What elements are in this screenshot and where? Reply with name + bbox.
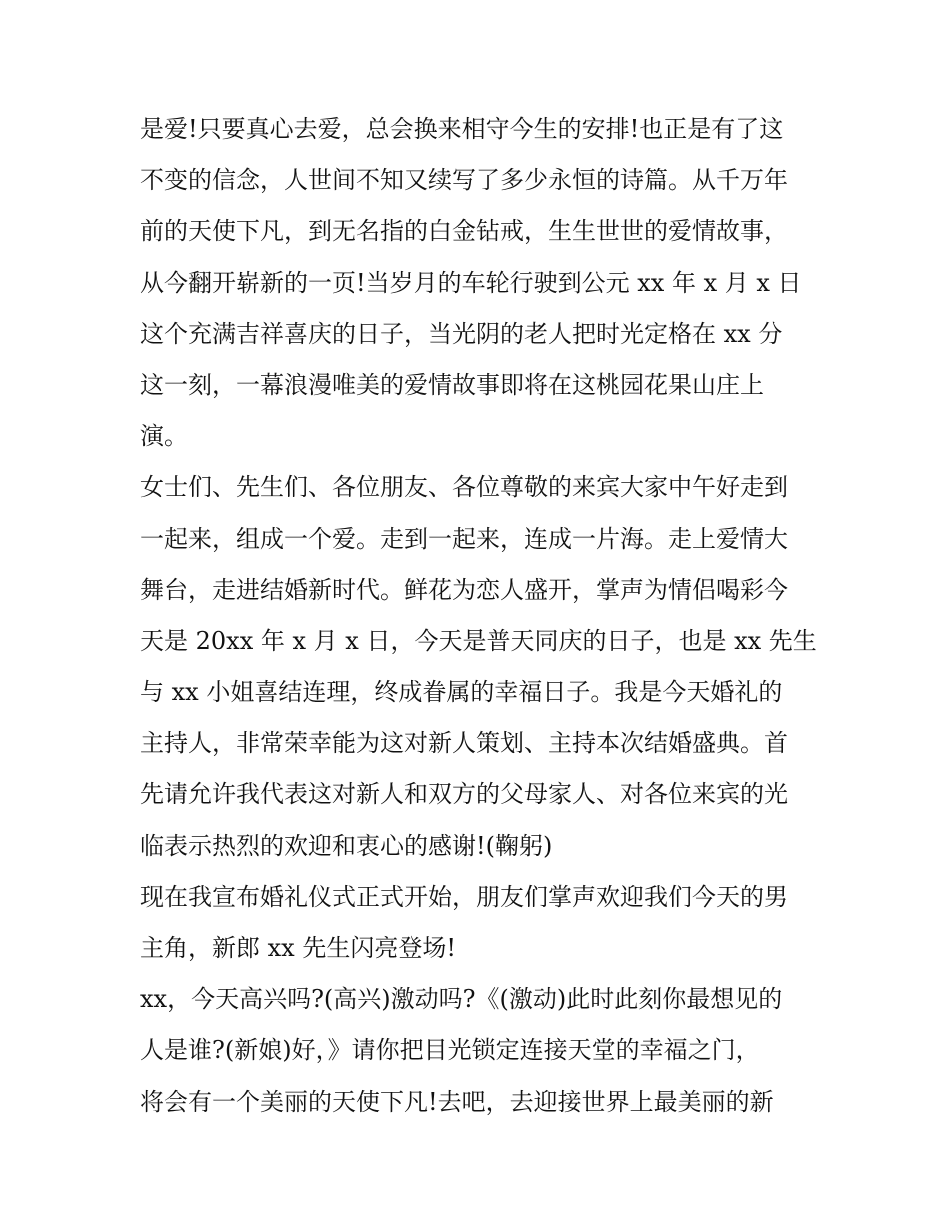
text-line-12: 与 xx 小姐喜结连理，终成眷属的幸福日子。我是今天婚礼的	[140, 678, 783, 707]
text-line-9: 一起来，组成一个爱。走到一起来，连成一片海。走上爱情大	[140, 524, 788, 553]
text-line-4: 从今翻开崭新的一页!当岁月的车轮行驶到公元 xx 年 x 月 x 日	[140, 268, 802, 297]
text-line-15: 临表示热烈的欢迎和衷心的感谢!(鞠躬)	[140, 831, 553, 860]
text-line-19: 人是谁?(新娘)好，》请你把目光锁定连接天堂的幸福之门，	[140, 1036, 760, 1065]
text-line-20: 将会有一个美丽的天使下凡!去吧，去迎接世界上最美丽的新	[140, 1087, 774, 1116]
text-line-5: 这个充满吉祥喜庆的日子，当光阴的老人把时光定格在 xx 分	[140, 319, 783, 348]
text-line-17: 主角，新郎 xx 先生闪亮登场!	[140, 934, 456, 962]
document-body	[140, 104, 820, 1128]
text-line-6: 这一刻，一幕浪漫唯美的爱情故事即将在这桃园花果山庄上	[140, 370, 764, 399]
text-line-10: 舞台，走进结婚新时代。鲜花为恋人盛开，掌声为情侣喝彩今	[140, 575, 788, 604]
text-line-14: 先请允许我代表这对新人和双方的父母家人、对各位来宾的光	[140, 780, 788, 809]
text-line-13: 主持人，非常荣幸能为这对新人策划、主持本次结婚盛典。首	[140, 729, 788, 758]
text-line-16: 现在我宣布婚礼仪式正式开始，朋友们掌声欢迎我们今天的男	[140, 882, 788, 911]
text-line-2: 不变的信念，人世间不知又续写了多少永恒的诗篇。从千万年	[140, 166, 788, 195]
text-line-18: xx，今天高兴吗?(高兴)激动吗?《(激动)此时此刻你最想见的	[140, 985, 783, 1014]
text-line-7: 演。	[140, 422, 188, 451]
text-line-3: 前的天使下凡，到无名指的白金钻戒，生生世世的爱情故事，	[140, 217, 788, 246]
text-line-8: 女士们、先生们、各位朋友、各位尊敬的来宾大家中午好走到	[140, 473, 788, 502]
text-line-11: 天是 20xx 年 x 月 x 日，今天是普天同庆的日子，也是 xx 先生	[140, 626, 817, 655]
text-line-1: 是爱!只要真心去爱，总会换来相守今生的安排!也正是有了这	[140, 115, 784, 143]
